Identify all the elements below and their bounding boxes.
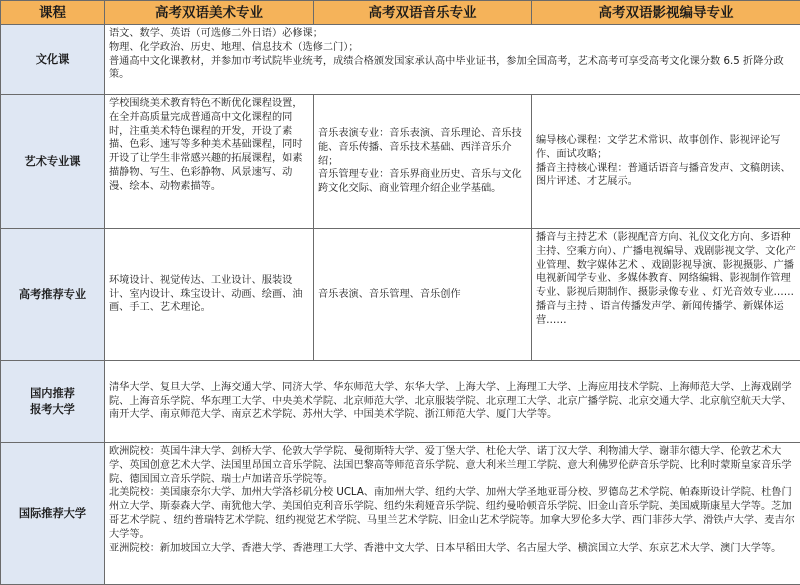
row-label-culture: 文化课 [1,25,105,95]
culture-line-1: 语文、数学、英语（可选修二外日语）必修课； [109,27,796,41]
row-recommend [1,229,800,361]
header-row [1,1,800,25]
art-major-music: 音乐表演专业：音乐表演、音乐理论、音乐技能、音乐传播、音乐技术基础、西洋音乐介绍； 音乐管理专业：音乐界商业历史、音乐与文化跨文化交际、商业管理介绍企业学基础。 [314,95,532,229]
art-major-film: 编导核心课程：文学艺术常识、故事创作、影视评论写作、面试攻略； 播音主持核心课程：普通话语音与播音发声、文稿朗读、图片评述、才艺展示。 [532,95,800,229]
culture-content [105,25,800,95]
culture-line-2: 物理、化学政治、历史、地理、信息技术（选修二门）； [109,41,796,55]
row-art-major [1,95,800,229]
international-north-america: 北美院校：美国康奈尔大学、加州大学洛杉矶分校 UCLA、南加州大学、纽约大学、加州大学圣地亚哥分校、罗德岛艺术学院、帕森斯设计学院、杜鲁门州立大学、斯泰森大学、南犹他大学、美国伯克利音乐学院、纽约朱莉娅音乐学院、纽约曼哈顿音乐学院、旧金山音乐学院、美国威斯康星大学等。芝加哥艺术学院 、纽约普瑞特艺术学院、纽约视觉艺术学院、马里兰艺术学院、旧金山艺术学院等。加拿大罗伦多大学、西门菲莎大学、滑铁卢大学、麦吉尔大学等。 [109,486,796,541]
header-course: 课程 [1,1,105,25]
header-art-major: 高考双语美术专业 [105,1,314,25]
art-major-art: 学校围绕美术教育特色不断优化课程设置，在全并高质量完成普通高中文化课程的同时，注重美术特色课程的开发，开设了素描、色彩、速写等多种美术基础课程，同时开设了让学生非常感兴趣的拓展课程，如素描静物、写生、色彩静物、风景速写、动漫、绘本、动物素描等。 [105,95,314,229]
header-film-major: 高考双语影视编导专业 [532,1,800,25]
row-label-recommend: 高考推荐专业 [1,229,105,361]
row-label-art-major: 艺术专业课 [1,95,105,229]
international-europe: 欧洲院校：英国牛津大学、剑桥大学、伦敦大学学院、曼彻斯特大学、爱丁堡大学、杜伦大学、诺丁汉大学、利物浦大学、谢菲尔德大学、伦敦艺术大学、英国创意艺术大学、法国里昂国立音乐学院、法国巴黎高等师范音乐学院、意大利米兰理工学院、意大利佛罗伦萨音乐学院、比利时蒙斯皇家音乐学院、德国国立音乐学院、瑞士卢加诺音乐学院等。 [109,445,796,486]
row-domestic [1,361,800,443]
row-label-domestic: 国内推荐 报考大学 [1,361,105,443]
recommend-film: 播音与主持艺术（影视配音方向、礼仪文化方向、多语种主持、空乘方向）、广播电视编导、戏剧影视文学、文化产业管理、数字媒体艺术 、戏剧影视导演、影视摄影、广播电视新闻学专业、多媒体教育、网络编辑、影视制作管理专业、影视后期制作、摄影录像专业 、灯光音效专业……播音与主持 、语言传播发声学、新闻传播学、新媒体运营…… [532,229,800,361]
culture-line-3: 普通高中文化课教材，并参加市考试院毕业统考，成绩合格颁发国家承认高中毕业证书，参加全国高考，艺术高考可享受高考文化课分数 6.5 折降分政策。 [109,55,796,83]
international-asia: 亚洲院校：新加坡国立大学、香港大学、香港理工大学、香港中文大学、日本早稻田大学、名古屋大学、横滨国立大学、东京艺术大学、澳门大学等。 [109,542,796,556]
domestic-universities: 清华大学、复旦大学、上海交通大学、同济大学、华东师范大学、东华大学、上海大学、上海理工大学、上海应用技术学院、上海师范大学、上海戏剧学院、上海音乐学院、华东理工大学、中央美术学院、北京师范大学、北京服装学院、北京理工大学、北京广播学院、北京交通大学、北京航空航天大学、南开大学、南京师范大学、南京艺术学院、苏州大学、中国美术学院、浙江师范大学、厦门大学等。 [105,361,800,443]
recommend-art: 环境设计、视觉传达、工业设计、服装设计、室内设计、珠宝设计、动画、绘画、油画、手工、艺术理论。 [105,229,314,361]
row-international [1,443,800,585]
recommend-music: 音乐表演、音乐管理、音乐创作 [314,229,532,361]
row-label-international: 国际推荐大学 [1,443,105,585]
international-universities [105,443,800,585]
row-culture [1,25,800,95]
header-music-major: 高考双语音乐专业 [314,1,532,25]
